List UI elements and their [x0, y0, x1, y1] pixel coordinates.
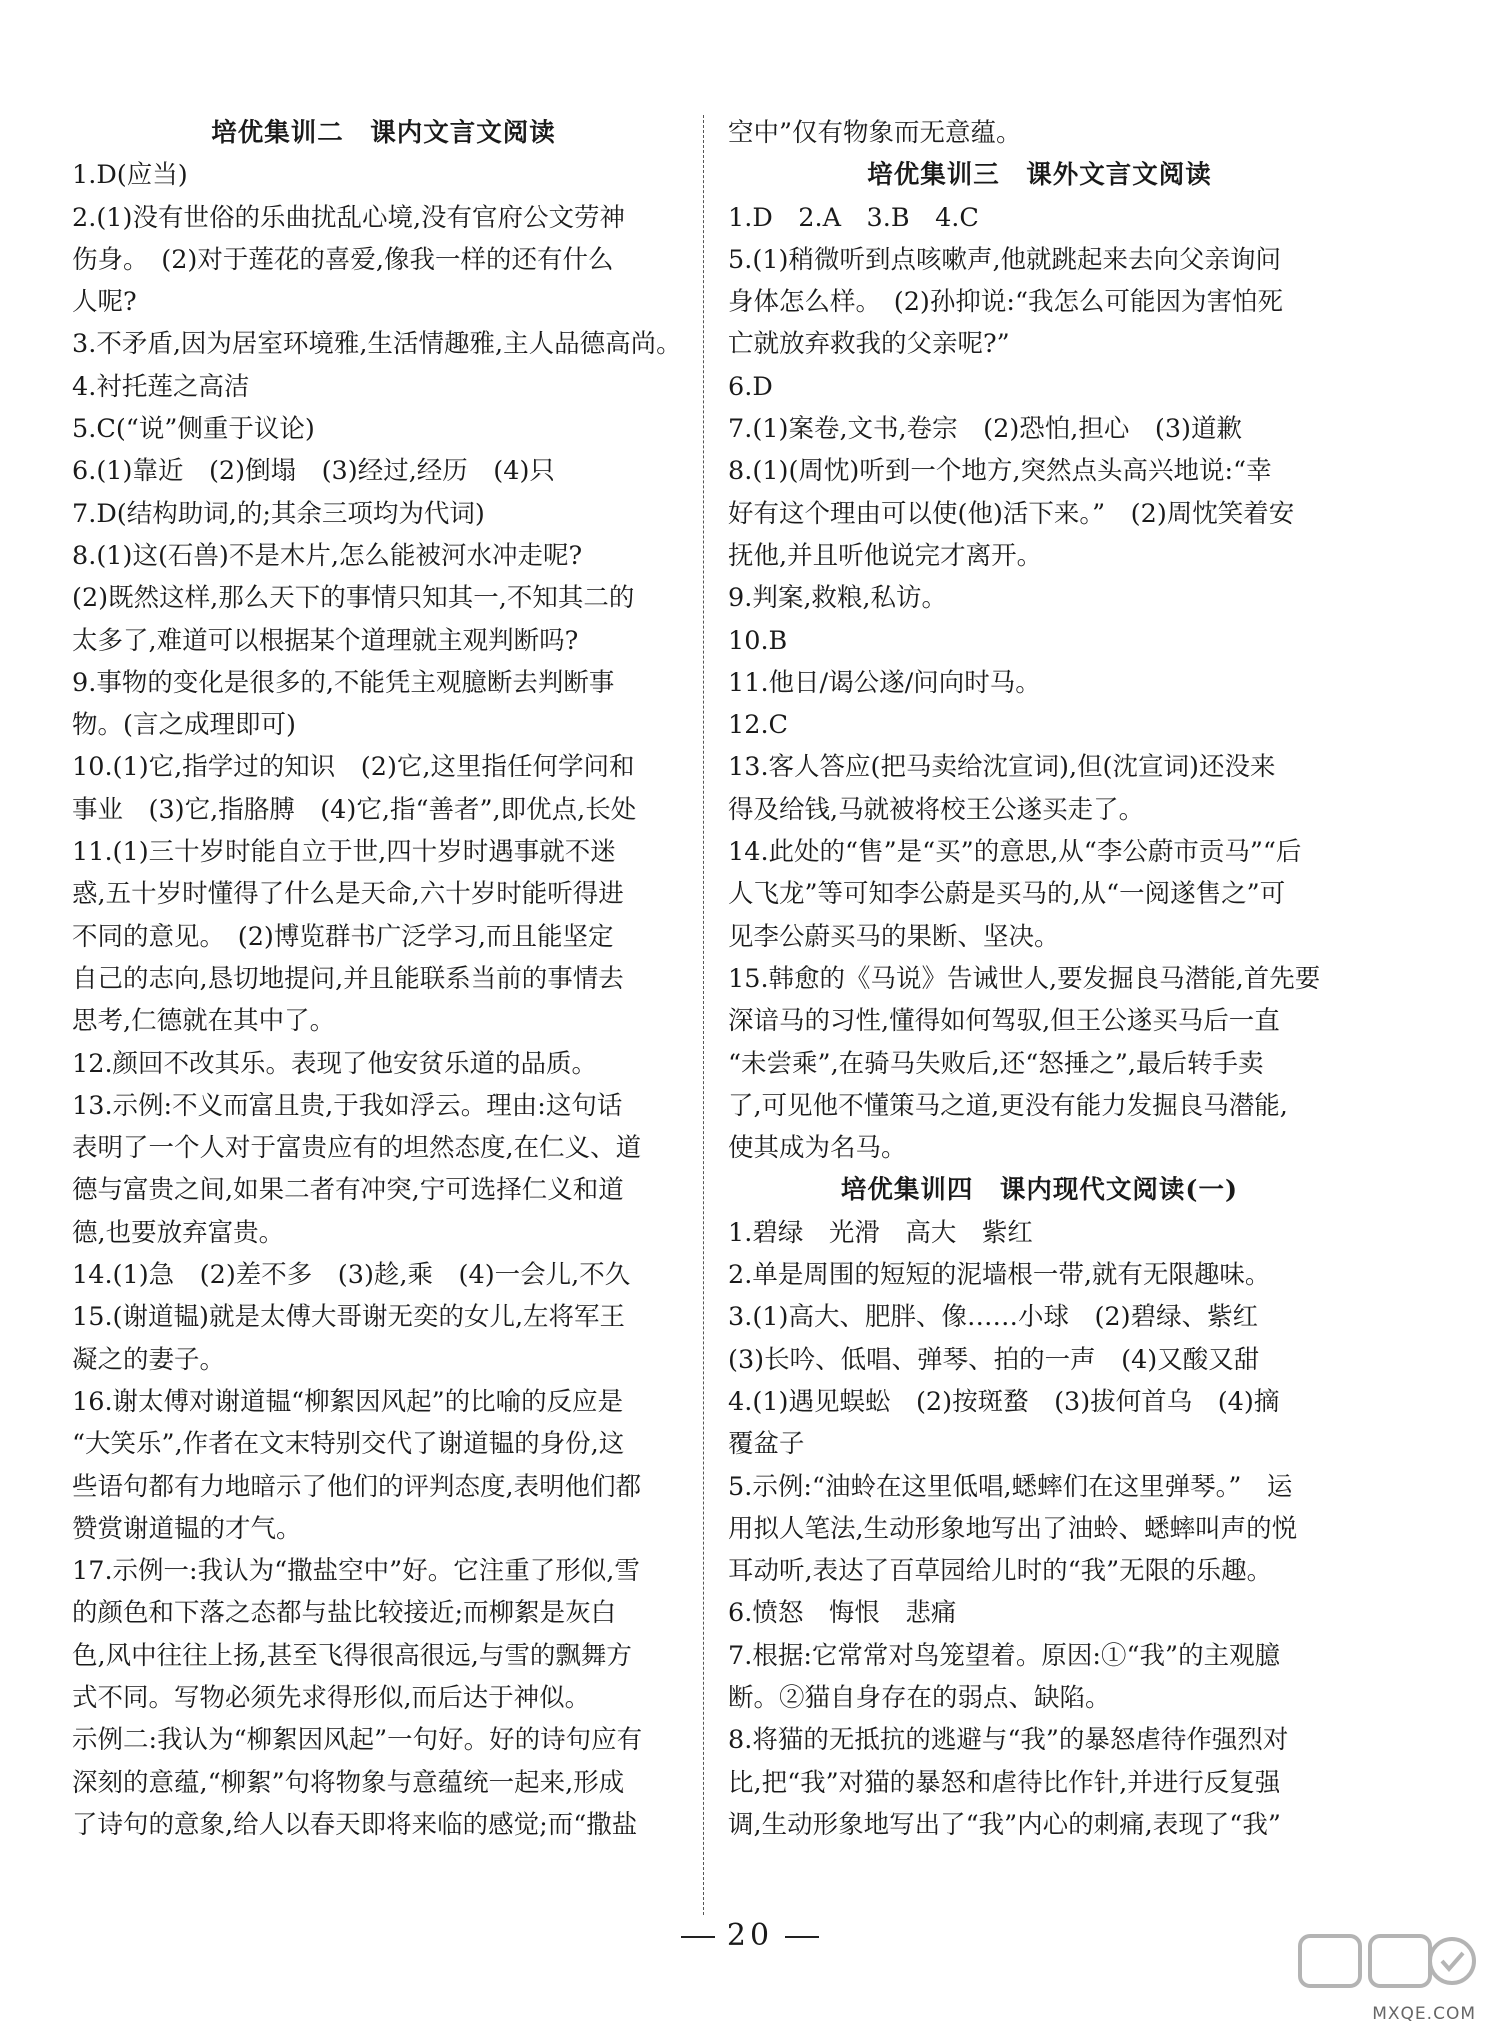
answer-line: 耳动听,表达了百草园给儿时的“我”无限的乐趣。 [728, 1556, 1273, 1587]
answer-line: 7.D(结构助词,的;其余三项均为代词) [72, 498, 485, 529]
answer-line: 1.碧绿 光滑 高大 紫红 [728, 1217, 1033, 1248]
answer-line: 德,也要放弃富贵。 [72, 1217, 285, 1248]
answer-line: 好有这个理由可以使(他)活下来。” (2)周忱笑着安 [728, 498, 1295, 529]
answer-line: 5.(1)稍微听到点咳嗽声,他就跳起来去向父亲询问 [728, 244, 1282, 275]
answer-line: 2.(1)没有世俗的乐曲扰乱心境,没有官府公文劳神 [72, 202, 626, 233]
page-footer [0, 1918, 1500, 1953]
answer-line: 德与富贵之间,如果二者有冲突,宁可选择仁义和道 [72, 1175, 624, 1206]
answer-line: 8.(1)(周忱)听到一个地方,突然点头高兴地说:“幸 [728, 456, 1272, 487]
answer-line: 10.B [728, 625, 788, 656]
answer-line: 式不同。写物必须先求得形似,而后达于神似。 [72, 1682, 591, 1713]
column-divider [703, 115, 705, 1915]
answer-line: 9.判案,救粮,私访。 [728, 583, 948, 614]
answer-line: 自己的志向,恳切地提问,并且能联系当前的事情去 [72, 963, 624, 994]
answer-line: 12.C [728, 710, 789, 741]
answer-line: 13.示例:不义而富且贵,于我如浮云。理由:这句话 [72, 1090, 623, 1121]
answer-line: 6.D [728, 371, 773, 402]
answer-line: 16.谢太傅对谢道韫“柳絮因风起”的比喻的反应是 [72, 1386, 624, 1417]
answer-line: 伤身。 (2)对于莲花的喜爱,像我一样的还有什么 [72, 244, 614, 275]
answer-line: 色,风中往往上扬,甚至飞得很高很远,与雪的飘舞方 [72, 1640, 632, 1671]
answer-line: “未尝乘”,在骑马失败后,还“怒捶之”,最后转手卖 [728, 1048, 1264, 1079]
answer-line: 赞赏谢道韫的才气。 [72, 1513, 302, 1544]
answer-line: 14.此处的“售”是“买”的意思,从“李公蔚市贡马”“后 [728, 837, 1302, 868]
answer-line: 2.单是周围的短短的泥墙根一带,就有无限趣味。 [728, 1260, 1271, 1291]
answer-line: 10.(1)它,指学过的知识 (2)它,这里指任何学问和 [72, 752, 635, 783]
answer-line: 1.D 2.A 3.B 4.C [728, 202, 979, 233]
answer-line: 深刻的意蕴,“柳絮”句将物象与意蕴统一起来,形成 [72, 1767, 625, 1798]
answer-line: 13.客人答应(把马卖给沈宣词),但(沈宣词)还没来 [728, 752, 1276, 783]
answer-line: 17.示例一:我认为“撒盐空中”好。它注重了形似,雪 [72, 1556, 640, 1587]
answer-line: 6.(1)靠近 (2)倒塌 (3)经过,经历 (4)只 [72, 456, 555, 487]
answer-line: (2)既然这样,那么天下的事情只知其一,不知其二的 [72, 583, 635, 614]
answer-line: 表明了一个人对于富贵应有的坦然态度,在仁义、道 [72, 1133, 642, 1164]
answer-line: 亡就放弃救我的父亲呢?” [728, 329, 1010, 360]
answer-line: 惑,五十岁时懂得了什么是天命,六十岁时能听得进 [72, 879, 624, 910]
answer-line: 事业 (3)它,指胳膊 (4)它,指“善者”,即优点,长处 [72, 794, 637, 825]
answer-line: 7.根据:它常常对鸟笼望着。原因:①“我”的主观臆 [728, 1640, 1281, 1671]
answer-line: 11.(1)三十岁时能自立于世,四十岁时遇事就不迷 [72, 837, 616, 868]
answer-line: 15.韩愈的《马说》告诫世人,要发掘良马潜能,首先要 [728, 963, 1321, 994]
answer-line: 15.(谢道韫)就是太傅大哥谢无奕的女儿,左将军王 [72, 1302, 626, 1333]
answer-line: 4.(1)遇见蜈蚣 (2)按斑蝥 (3)拔何首乌 (4)摘 [728, 1386, 1280, 1417]
answer-line: 7.(1)案卷,文书,卷宗 (2)恐怕,担心 (3)道歉 [728, 414, 1243, 445]
answer-line: 9.事物的变化是很多的,不能凭主观臆断去判断事 [72, 667, 615, 698]
answer-line: 凝之的妻子。 [72, 1344, 226, 1375]
answer-line: 3.(1)高大、肥胖、像……小球 (2)碧绿、紫红 [728, 1302, 1259, 1333]
answer-line: 使其成为名马。 [728, 1133, 907, 1164]
answer-line: 示例二:我认为“柳絮因风起”一句好。好的诗句应有 [72, 1725, 643, 1756]
footer-dash-right [785, 1936, 819, 1938]
answer-line: 11.他日/谒公遂/问向时马。 [728, 667, 1041, 698]
answer-line: 得及给钱,马就被将校王公遂买走了。 [728, 794, 1145, 825]
answer-line: 空中”仅有物象而无意蕴。 [728, 118, 1022, 148]
footer-dash-left [681, 1936, 715, 1938]
answer-line: 人呢? [72, 287, 137, 318]
answer-line: 了诗句的意象,给人以春天即将来临的感觉;而“撒盐 [72, 1809, 638, 1840]
answer-line: “大笑乐”,作者在文末特别交代了谢道韫的身份,这 [72, 1429, 625, 1460]
watermark-text: MXQE.COM [1372, 2004, 1476, 2024]
answer-line: 覆盆子 [728, 1429, 805, 1460]
answer-line: 6.愤怒 悔恨 悲痛 [728, 1598, 957, 1629]
answer-line: 太多了,难道可以根据某个道理就主观判断吗? [72, 625, 579, 656]
answer-line: 抚他,并且听他说完才离开。 [728, 540, 1043, 571]
answer-line: 4.衬托莲之高洁 [72, 371, 250, 402]
section-heading: 培优集训二 课内文言文阅读 [211, 118, 556, 148]
answer-line: 见李公蔚买马的果断、坚决。 [728, 921, 1060, 952]
answer-line: 比,把“我”对猫的暴怒和虐待比作针,并进行反复强 [728, 1767, 1281, 1798]
answer-line: 了,可见他不懂策马之道,更没有能力发掘良马潜能, [728, 1090, 1288, 1121]
answer-line: 12.颜回不改其乐。表现了他安贫乐道的品质。 [72, 1048, 598, 1079]
answer-line: 调,生动形象地写出了“我”内心的刺痛,表现了“我” [728, 1809, 1281, 1840]
answer-line: 不同的意见。 (2)博览群书广泛学习,而且能坚定 [72, 921, 614, 952]
answer-line: 断。②猫自身存在的弱点、缺陷。 [728, 1682, 1111, 1713]
section-heading: 培优集训三 课外文言文阅读 [867, 160, 1212, 191]
left-column [72, 112, 695, 1846]
answer-line: 用拟人笔法,生动形象地写出了油蛉、蟋蟀叫声的悦 [728, 1513, 1298, 1544]
answer-line: 的颜色和下落之态都与盐比较接近;而柳絮是灰白 [72, 1598, 617, 1629]
answer-line: (3)长吟、低唱、弹琴、拍的一声 (4)又酸又甜 [728, 1344, 1260, 1375]
section-heading: 培优集训四 课内现代文阅读(一) [840, 1175, 1239, 1206]
answer-line: 1.D(应当) [72, 160, 188, 191]
answer-line: 8.将猫的无抵抗的逃避与“我”的暴怒虐待作强烈对 [728, 1725, 1289, 1756]
answer-line: 深谙马的习性,懂得如何驾驭,但王公遂买马后一直 [728, 1006, 1280, 1037]
answer-line: 身体怎么样。 (2)孙抑说:“我怎么可能因为害怕死 [728, 287, 1283, 318]
answer-line: 8.(1)这(石兽)不是木片,怎么能被河水冲走呢? [72, 540, 583, 571]
answer-line: 些语句都有力地暗示了他们的评判态度,表明他们都 [72, 1471, 642, 1502]
answer-line: 5.示例:“油蛉在这里低唱,蟋蟀们在这里弹琴。” 运 [728, 1471, 1293, 1502]
right-column [728, 112, 1351, 1846]
answer-line: 物。(言之成理即可) [72, 710, 296, 741]
answer-line: 人飞龙”等可知李公蔚是买马的,从“一阅遂售之”可 [728, 879, 1286, 910]
answer-line: 14.(1)急 (2)差不多 (3)趁,乘 (4)一会儿,不久 [72, 1260, 631, 1291]
page-number: 20 [726, 1918, 774, 1953]
answer-line: 5.C(“说”侧重于议论) [72, 414, 315, 445]
answer-line: 3.不矛盾,因为居室环境雅,生活情趣雅,主人品德高尚。 [72, 329, 682, 360]
answer-line: 思考,仁德就在其中了。 [72, 1006, 336, 1037]
